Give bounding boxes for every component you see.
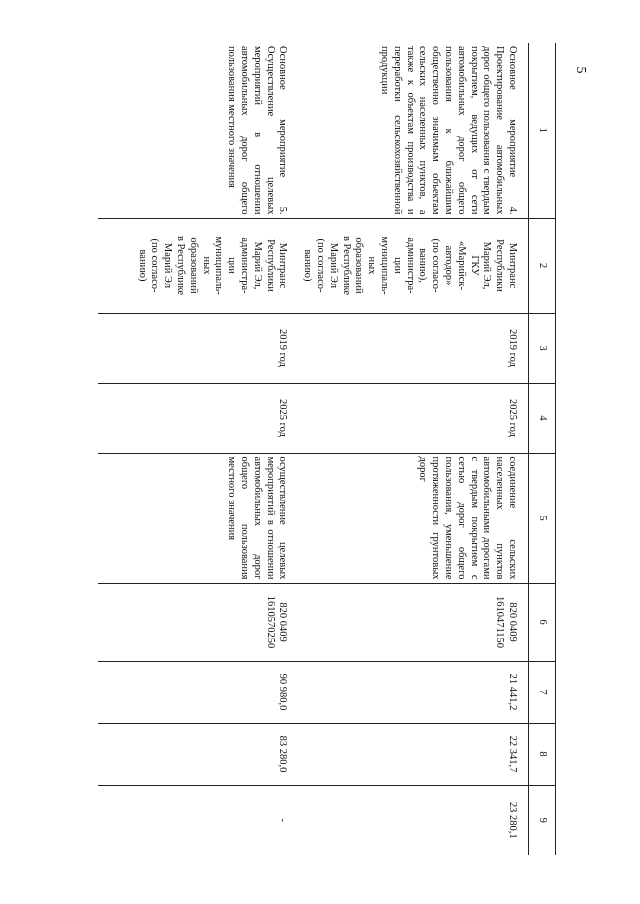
table-row (298, 43, 528, 855)
activity-name-cell: Основное мероприятие 4. Проектирование автомобильных дорог общего пользования с твердым покрытием, ведущих от сети автомобильных дорог общего пользования к ближайшим общественно значимым объектам сельских населенных пунктов, а также к объектам производства и переработки сельскохозяйственной продукции (379, 46, 518, 215)
start-year-cell: 2019 год (98, 313, 298, 383)
amount-cell-8: 22 341,7 (298, 723, 528, 785)
program-activities-table (98, 43, 556, 855)
result-cell: осуществление целевых мероприятий в отношении автомобильных дорог общего пользования местного значения (98, 453, 298, 583)
table-container (126, 43, 556, 855)
budget-code-cell: 820 0409 1610570250 (98, 583, 298, 661)
budget-code-cell: 820 0409 1610471150 (298, 583, 528, 661)
column-header-4: 4 (529, 383, 556, 453)
page-number: 5 (573, 66, 588, 74)
end-year-cell: 2025 год (98, 383, 298, 453)
amount-cell-7: 90 980,0 (98, 661, 298, 723)
executor-cell: Минтранс Республики Марий Эл, ГКУ «Марийск- автодор» (по согласо- ванию), администра- ции муниципаль- ных образований в Республике Марий Эл (по согласо- ванию) (298, 218, 528, 313)
column-header-1: 1 (529, 43, 556, 218)
column-header-9: 9 (529, 785, 556, 855)
amount-cell-7: 21 441,2 (298, 661, 528, 723)
amount-cell-9: - (98, 785, 298, 855)
column-header-5: 5 (529, 453, 556, 583)
start-year-cell: 2019 год (298, 313, 528, 383)
column-header-3: 3 (529, 313, 556, 383)
amount-cell-9: 23 280,1 (298, 785, 528, 855)
end-year-cell: 2025 год (298, 383, 528, 453)
table-row (98, 43, 298, 855)
result-cell: соединение сельских населенных пунктов автомобильными дорогами с твердым покрытием с сетью дорог общего пользования, уменьшение протяженности грунтовых дорог (298, 453, 528, 583)
column-header-7: 7 (529, 661, 556, 723)
column-header-2: 2 (529, 218, 556, 313)
executor-cell: Минтранс Республики Марий Эл, администра- ции муниципаль- ных образований в Республике Марий Эл (по согласо- ванию) (98, 218, 298, 313)
header-row (529, 43, 556, 855)
column-header-6: 6 (529, 583, 556, 661)
activity-name-cell: Основное мероприятие 5. Осуществление целевых мероприятий в отношении автомобильных дорог общего пользования местного значения (226, 46, 289, 215)
amount-cell-8: 83 280,0 (98, 723, 298, 785)
column-header-8: 8 (529, 723, 556, 785)
